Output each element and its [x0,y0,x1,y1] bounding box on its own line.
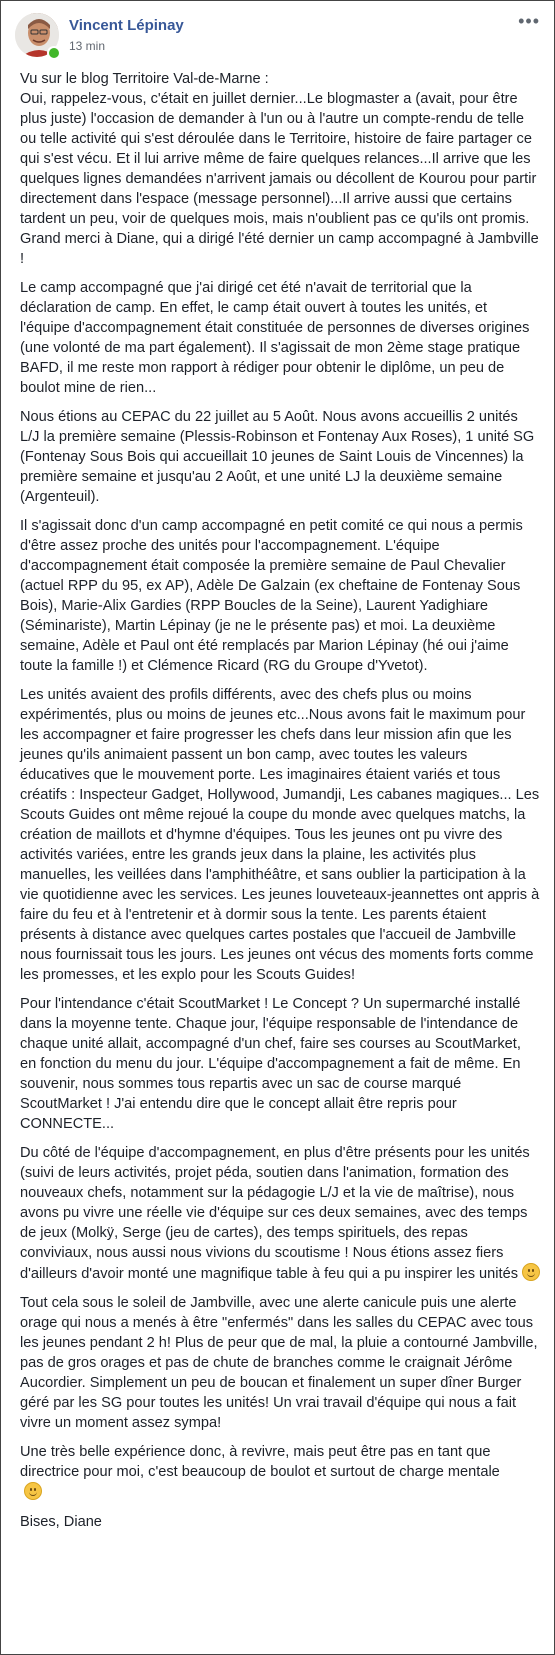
post-header [15,13,540,61]
author-name[interactable]: Vincent Lépinay [69,17,184,34]
paragraph-text: Oui, rappelez-vous, c'était en juillet dernier...Le blogmaster a (avait, pour être plus juste) l'occasion de demander à l'un ou à l'autre un compte-rendu de telle ou telle activité qui s'est déroulée dans le Territoire, histoire de faire partager ce qui s'est vécu. Et il lui arrive même de faire quelques relances...Il arrive que les quelques lignes demandées n'arrivent jamais ou décollent de Kourou pour partir directement dans l'espace (message personnel)...Il arrive aussi que certains tardent un peu, voir de quelques mois, mais n'oublient pas ce qu'ils ont promis. Grand merci à Diane, qui a dirigé l'été dernier un camp accompagné à Jambville ! [20,91,539,267]
post-paragraph [20,1442,540,1503]
post-paragraph [20,685,540,985]
paragraph-text: Il s'agissait donc d'un camp accompagné en petit comité ce qui nous a permis d'être assez proche des unités pour l'accompagnement. L'équipe d'accompagnement était composée la première semaine de Paul Chevalier (actuel RPP du 95, ex AP), Adèle De Galzain (ex cheftaine de Fontenay Sous Bois), Marie-Alix Gardies (RPP Boucles de la Seine), Laurent Yadighiare (Séminariste), Martin Lépinay (je ne le présente pas) et moi. La deuxième semaine, Adèle et Paul ont été remplacés par Marion Lépinay (hé oui j'aime toute la famille !) et Clémence Ricard (RG du Groupe d'Yvetot). [20,518,523,674]
post-timestamp[interactable]: 13 min [69,39,106,53]
more-options-icon[interactable]: ••• [518,11,540,31]
paragraph-text: Les unités avaient des profils différents, avec des chefs plus ou moins expérimentés, plus ou moins de jeunes etc...Nous avons fait le maximum pour les accompagner et faire progresser les chefs dans leur mission afin que les jeunes qu'ils animaient passent un bon camp, avec toutes les valeurs éducatives que le mouvement porte. Les imaginaires étaient variés et tous créatifs : Inspecteur Gadget, Hollywood, Jumandji, Les cabanes magiques... Les Scouts Guides ont même rejoué la coupe du monde avec quelques matchs, la création de maillots et d'hymne d'équipes. Tous les jeunes ont pu vivre des activités variées, entre les grands jeux dans la plaine, les activités plus manuelles, les veillées dans l'amphithéâtre, et sans oublier la participation à la vie quotidienne avec les services. Les jeunes louveteaux-jeannettes ont appris à faire du feu et à l'entretenir et à dormir sous la tente. Les parents étaient présents à distance avec quelques cartes postales que l'accueil de Jambville nous fournissait tous les jours. Les jeunes ont vécus des moments forts comme les promesses, et les explo pour les Scouts Guides! [20,687,540,983]
post-paragraph [20,278,540,398]
paragraph-text: Pour l'intendance c'était ScoutMarket ! Le Concept ? Un supermarché installé dans la moyenne tente. Chaque jour, l'équipe responsable de l'intendance de chaque unité allait, accompagné d'un chef, faire ses courses au ScoutMarket, en fonction du menu du jour. L'équipe d'accompagnement a fait de même. En souvenir, nous sommes tous repartis avec un sac de course marqué ScoutMarket ! J'ai entendu dire que le concept allait être repris pour CONNECTE... [20,996,521,1132]
post-paragraph [20,516,540,676]
post-paragraph [20,69,540,269]
paragraph-text: Tout cela sous le soleil de Jambville, avec une alerte canicule puis une alerte orage qui nous a menés à être "enfermés" dans les salles du CEPAC avec tous les jeunes pendant 2 h! Plus de peur que de mal, la pluie a contourné Jambville, pas de gros orages et pas de chute de branches comme le craignait Jérôme Aucordier. Simplement un peu de boucan et finalement un super dîner Burger géré par les SG pour toutes les unités! Un vrai travail d'équipe qui nous a fait vivre un moment assez sympa! [20,1295,538,1431]
paragraph-text: Nous étions au CEPAC du 22 juillet au 5 Août. Nous avons accueillis 2 unités L/J la première semaine (Plessis-Robinson et Fontenay Aux Roses), 1 unité SG (Fontenay Sous Bois qui accueillait 10 jeunes de Saint Louis de Vincennes) la première semaine et jusqu'au 2 Août, et une unité LJ la deuxième semaine (Argenteuil). [20,409,535,505]
smile-emoji-icon [24,1482,42,1500]
post-body [20,69,540,1541]
paragraph-text: Une très belle expérience donc, à revivre, mais peut être pas en tant que directrice pour moi, c'est beaucoup de boulot et surtout de charge mentale [20,1444,500,1480]
paragraph-text: Vu sur le blog Territoire Val-de-Marne : [20,71,269,87]
paragraph-text: Le camp accompagné que j'ai dirigé cet été n'avait de territorial que la déclaration de camp. En effet, le camp était ouvert à toutes les unités, et l'équipe d'accompagnement était constituée de personnes de diverses origines (une volonté de ma part également). Il s'agissait de mon 2ème stage pratique BAFD, il me reste mon rapport à rédiger pour obtenir le diplôme, un peu de boulot mine de rien... [20,280,530,396]
online-status-dot [47,46,61,60]
post-paragraph [20,1143,540,1284]
avatar[interactable] [15,13,59,57]
smile-emoji-icon [522,1263,540,1281]
post-paragraph [20,1293,540,1433]
paragraph-text: Du côté de l'équipe d'accompagnement, en plus d'être présents pour les unités (suivi de leurs activités, projet péda, soutien dans l'animation, formation des nouveaux chefs, notamment sur la pédagogie L/J et la vie de maîtrise), nous avons pu vivre une réelle vie d'équipe sur ces deux semaines, avec des temps de jeux (Molkÿ, Serge (jeu de cartes), des temps spirituels, des repas conviviaux, nous aussi nous vivions du scoutisme ! Nous étions assez fiers d'ailleurs d'avoir monté une magnifique table à feu qui a pu inspirer les unités [20,1145,530,1282]
post-paragraph [20,407,540,507]
post-paragraph [20,994,540,1134]
post-paragraph [20,1512,540,1532]
paragraph-text: Bises, Diane [20,1514,102,1530]
